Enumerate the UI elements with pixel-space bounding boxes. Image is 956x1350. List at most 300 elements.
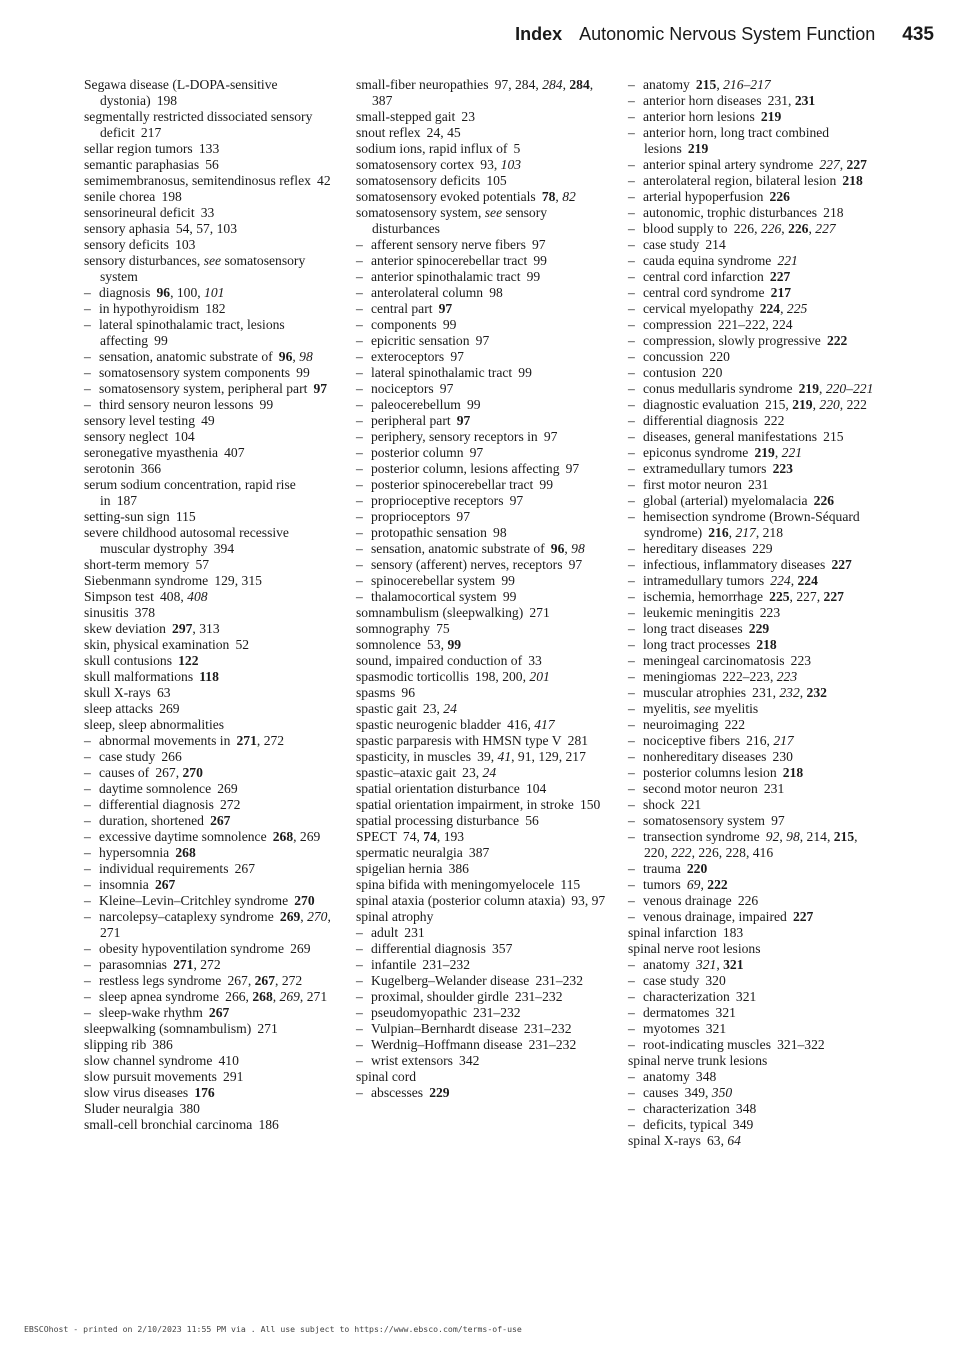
index-subentry	[84, 301, 336, 317]
index-subentry	[84, 941, 336, 957]
entry-term: small-stepped gait	[356, 109, 456, 124]
page-ref: 226	[788, 221, 809, 236]
index-subentry	[356, 477, 608, 493]
page-ref: 222–223	[722, 669, 770, 684]
index-entry: Simpson test 408, 408	[84, 589, 208, 604]
page-ref: 224	[770, 573, 791, 588]
page-ref: 98	[299, 349, 313, 364]
page-ref: 267	[234, 861, 255, 876]
page-ref: 215	[695, 77, 717, 92]
entry-term: posterior column	[371, 445, 464, 460]
index-subentry	[628, 989, 874, 1005]
page-ref: 54	[175, 221, 190, 236]
index-entry	[356, 813, 608, 829]
entry-term: lateral spinothalamic tract	[371, 365, 513, 380]
page-ref: 216–217	[723, 77, 771, 92]
page-ref: 380	[179, 1101, 200, 1116]
entry-term: posterior column, lesions affecting	[371, 461, 560, 476]
page-ref: 198	[475, 669, 496, 684]
index-subentry	[628, 1021, 874, 1037]
entry-term: sleepwalking (somnambulism)	[84, 1021, 252, 1036]
entry-term: pseudomyopathic	[371, 1005, 467, 1020]
index-entry	[84, 509, 336, 525]
page-ref: 122	[178, 653, 199, 668]
index-subentry	[84, 365, 336, 381]
entry-term: spinal atrophy	[356, 909, 434, 924]
entry-term: sensory level testing	[84, 413, 195, 428]
index-subentry	[628, 109, 874, 125]
page-ref: 417	[534, 717, 555, 732]
page-ref: 99	[539, 477, 553, 492]
index-entry: somatosensory cortex 93, 103	[356, 157, 522, 172]
index-entry: sensory aphasia 54, 57, 103	[84, 221, 237, 236]
page-ref: 24	[426, 125, 441, 140]
index-entry	[84, 429, 336, 445]
entry-term: leukemic meningitis	[643, 605, 754, 620]
index-entry: spasticity, in muscles 39, 41, 91, 129, 217	[356, 749, 586, 764]
page-ref: 348	[695, 1069, 717, 1084]
page-ref: 133	[198, 141, 220, 156]
index-subentry: – conus medullaris syndrome 219, 220–221	[628, 381, 874, 397]
page-ref: 23	[461, 109, 475, 124]
page-ref: 24	[443, 701, 457, 716]
index-subentry	[628, 269, 874, 285]
page-ref: 231	[794, 93, 816, 108]
index-entry	[84, 685, 336, 701]
entry-term: narcolepsy–cataplexy syndrome	[99, 909, 274, 924]
index-entry	[84, 173, 336, 189]
entry-term: infantile	[371, 957, 417, 972]
entry-term: excessive daytime somnolence	[99, 829, 267, 844]
index-subentry: – anterior spinal artery syndrome 227, 227	[628, 157, 874, 173]
page-ref: 268	[272, 829, 294, 844]
index-subentry	[356, 589, 608, 605]
index-subentry	[84, 861, 336, 877]
index-subentry	[356, 365, 608, 381]
page-ref: 266	[161, 749, 182, 764]
page-ref: 219	[792, 397, 813, 412]
entry-term: proprioceptors	[371, 509, 451, 524]
page-ref: 41	[497, 749, 512, 764]
index-entry	[356, 781, 608, 797]
entry-term: spastic parparesis with HMSN type V	[356, 733, 562, 748]
page-ref: 56	[205, 157, 219, 172]
entry-term: causes	[643, 1085, 679, 1100]
entry-term: venous drainage	[643, 893, 732, 908]
page-ref: 387	[468, 845, 490, 860]
page-ref: 269	[290, 941, 311, 956]
index-entry	[84, 1101, 336, 1117]
page-ref: 198	[156, 93, 178, 108]
entry-term: diseases, general manifestations	[643, 429, 818, 444]
entry-term: sensation, anatomic substrate of	[99, 349, 273, 364]
see-target: somatosensory system	[100, 253, 306, 284]
entry-term: anterolateral region, bilateral lesion	[643, 173, 837, 188]
page-ref: 215	[765, 397, 786, 412]
index-entry: SPECT 74, 74, 193	[356, 829, 465, 844]
entry-term: differential diagnosis	[371, 941, 486, 956]
page-ref: 230	[772, 749, 793, 764]
index-subentry	[84, 845, 336, 861]
entry-term: central cord syndrome	[643, 285, 765, 300]
entry-term: sleep apnea syndrome	[99, 989, 220, 1004]
index-subentry	[628, 973, 874, 989]
page-ref: 216	[746, 733, 767, 748]
page-ref: 321	[715, 1005, 736, 1020]
page-ref: 267	[155, 765, 176, 780]
page-ref: 231	[763, 781, 785, 796]
page-ref: 97	[456, 413, 471, 428]
entry-term: thalamocortical system	[371, 589, 497, 604]
entry-term: skin, physical examination	[84, 637, 230, 652]
entry-term: snout reflex	[356, 125, 421, 140]
page-ref: 214	[705, 237, 726, 252]
page-ref: 97	[509, 493, 524, 508]
index-column-3	[628, 77, 874, 1149]
entry-term: spinal cord	[356, 1069, 417, 1084]
entry-term: adult	[371, 925, 399, 940]
entry-term: diagnostic evaluation	[643, 397, 759, 412]
index-entry: somatosensory evoked potentials 78, 82	[356, 189, 576, 204]
page-ref: 98	[786, 829, 800, 844]
index-subentry: – tumors 69, 222	[628, 877, 874, 893]
entry-term: Siebenmann syndrome	[84, 573, 209, 588]
entry-term: arterial hypoperfusion	[643, 189, 764, 204]
page-ref: 271	[173, 957, 194, 972]
entry-term: slow channel syndrome	[84, 1053, 213, 1068]
index-subentry	[628, 637, 874, 653]
index-entry	[84, 445, 336, 461]
entry-term: epiconus syndrome	[643, 445, 749, 460]
index-column-1	[84, 77, 336, 1133]
entry-term: meningeal carcinomatosis	[643, 653, 785, 668]
page-ref: 284	[569, 77, 590, 92]
print-footer: EBSCOhost - printed on 2/10/2023 11:55 PM via . All use subject to https://www.ebsco.com/terms-of-use	[24, 1324, 522, 1334]
index-entry	[356, 797, 608, 813]
page-ref: 223	[790, 653, 812, 668]
page-ref: 97	[475, 333, 490, 348]
entry-term: transection syndrome	[643, 829, 760, 844]
index-subentry	[356, 413, 608, 429]
page-ref: 408	[187, 589, 208, 604]
entry-term: root-indicating muscles	[643, 1037, 771, 1052]
page-ref: 217	[773, 733, 794, 748]
page-ref: 231–232	[535, 973, 584, 988]
index-subentry	[628, 237, 874, 253]
index-entry	[84, 1037, 336, 1053]
page-ref: 271	[236, 733, 257, 748]
entry-term: sensory aphasia	[84, 221, 170, 236]
index-entry	[84, 109, 336, 141]
index-entry	[84, 653, 336, 669]
entry-term: second motor neuron	[643, 781, 758, 796]
page-ref: 52	[235, 637, 250, 652]
index-entry	[356, 685, 608, 701]
index-entry: spastic neurogenic bladder 416, 417	[356, 717, 555, 732]
page-ref: 99	[259, 397, 274, 412]
page-ref: 214	[806, 829, 827, 844]
entry-term: spinal nerve root lesions	[628, 941, 761, 956]
page-ref: 270	[294, 893, 315, 908]
entry-term: anterior spinothalamic tract	[371, 269, 521, 284]
index-entry	[84, 413, 336, 429]
entry-term: Werdnig–Hoffmann disease	[371, 1037, 523, 1052]
index-subentry	[356, 525, 608, 541]
page-ref: 227	[792, 909, 814, 924]
page-ref: 269	[279, 909, 301, 924]
entry-term: sinusitis	[84, 605, 129, 620]
entry-term: spinocerebellar system	[371, 573, 496, 588]
page-ref: 321–322	[777, 1037, 825, 1052]
index-entry	[84, 557, 336, 573]
index-entry	[84, 1069, 336, 1085]
entry-term: afferent sensory nerve fibers	[371, 237, 526, 252]
index-entry	[84, 669, 336, 685]
entry-term: spastic gait	[356, 701, 417, 716]
page-ref: 231	[767, 93, 789, 108]
page-ref: 224	[772, 317, 793, 332]
entry-term: paleocerebellum	[371, 397, 461, 412]
index-subentry	[628, 189, 874, 205]
index-subentry: – excessive daytime somnolence 268, 269	[84, 829, 336, 845]
entry-term: neuroimaging	[643, 717, 719, 732]
entry-term: somnambulism (sleepwalking)	[356, 605, 524, 620]
index-entry	[84, 205, 336, 221]
index-subentry	[356, 557, 608, 573]
index-entry	[84, 461, 336, 477]
entry-term: shock	[643, 797, 675, 812]
entry-term: wrist extensors	[371, 1053, 453, 1068]
entry-term: diagnosis	[99, 285, 151, 300]
index-entry	[628, 1053, 874, 1069]
entry-term: semimembranosus, semitendinosus reflex	[84, 173, 311, 188]
index-subentry	[356, 429, 608, 445]
page-ref: 267	[208, 1005, 230, 1020]
entry-term: central cord infarction	[643, 269, 764, 284]
entry-term: insomnia	[99, 877, 149, 892]
page-ref: 215	[833, 829, 855, 844]
index-subentry: – cervical myelopathy 224, 225	[628, 301, 874, 317]
index-subentry	[628, 701, 874, 717]
header-topic: Autonomic Nervous System Function	[579, 24, 876, 44]
page-ref: 176	[194, 1085, 215, 1100]
page-ref: 229	[748, 621, 770, 636]
index-subentry	[356, 397, 608, 413]
page-ref: 269	[217, 781, 238, 796]
entry-term: proximal, shoulder girdle	[371, 989, 509, 1004]
page-ref: 33	[528, 653, 542, 668]
entry-term: anterior spinal artery syndrome	[643, 157, 814, 172]
page-ref: 98	[493, 525, 507, 540]
page-ref: 321	[695, 957, 717, 972]
index-subentry	[356, 493, 608, 509]
entry-term: Vulpian–Bernhardt disease	[371, 1021, 518, 1036]
index-subentry	[356, 509, 608, 525]
page-ref: 268	[175, 845, 196, 860]
page-ref: 97	[531, 237, 546, 252]
page-ref: 57	[196, 221, 210, 236]
entry-term: small-fiber neuropathies	[356, 77, 489, 92]
index-subentry: – abnormal movements in 271, 272	[84, 733, 336, 749]
page-ref: 320	[705, 973, 726, 988]
entry-term: Kugelberg–Welander disease	[371, 973, 530, 988]
entry-term: somatosensory cortex	[356, 157, 475, 172]
index-entry	[356, 141, 608, 157]
entry-term: meningiomas	[643, 669, 717, 684]
index-subentry: – epiconus syndrome 219, 221	[628, 445, 874, 461]
entry-term: senile chorea	[84, 189, 156, 204]
entry-term: posterior spinocerebellar tract	[371, 477, 534, 492]
page-ref: 42	[317, 173, 331, 188]
index-subentry: – meningiomas 222–223, 223	[628, 669, 874, 685]
entry-term: compression	[643, 317, 712, 332]
index-subentry	[628, 429, 874, 445]
index-entry: snout reflex 24, 45	[356, 125, 461, 140]
index-entry	[84, 253, 336, 285]
entry-term: sensorineural deficit	[84, 205, 195, 220]
entry-term: abnormal movements in	[99, 733, 231, 748]
index-subentry	[84, 893, 336, 909]
entry-term: abscesses	[371, 1085, 424, 1100]
page-ref: 268	[252, 989, 273, 1004]
index-subentry	[628, 253, 874, 269]
page-ref: 97	[469, 445, 484, 460]
page-ref: 129	[538, 749, 559, 764]
entry-term: Sluder neuralgia	[84, 1101, 174, 1116]
page-ref: 357	[492, 941, 513, 956]
index-subentry	[356, 925, 608, 941]
page-ref: 219	[754, 445, 775, 460]
index-entry	[356, 877, 608, 893]
see-target: myelitis	[710, 701, 759, 716]
page-ref: 386	[448, 861, 469, 876]
index-subentry	[628, 461, 874, 477]
index-subentry: – anterior horn diseases 231, 231	[628, 93, 874, 109]
index-subentry	[356, 301, 608, 317]
index-entry: spinal X-rays 63, 64	[628, 1133, 741, 1148]
page-ref: 97	[543, 429, 558, 444]
index-subentry	[356, 317, 608, 333]
index-subentry	[84, 1005, 336, 1021]
entry-term: dermatomes	[643, 1005, 710, 1020]
page-ref: 226	[769, 189, 790, 204]
index-subentry: – sensation, anatomic substrate of 96, 98	[356, 541, 608, 557]
index-subentry	[84, 381, 336, 397]
page-ref: 49	[201, 413, 215, 428]
entry-term: myotomes	[643, 1021, 700, 1036]
page-ref: 100	[176, 285, 198, 300]
entry-term: somatosensory system, peripheral part	[99, 381, 308, 396]
page-ref: 78	[541, 189, 556, 204]
page-ref: 99	[526, 269, 541, 284]
page-ref: 98	[571, 541, 585, 556]
entry-term: setting-sun sign	[84, 509, 170, 524]
page-ref: 187	[116, 493, 138, 508]
entry-term: autonomic, trophic disturbances	[643, 205, 818, 220]
page-ref: 226	[698, 845, 719, 860]
entry-term: hypersomnia	[99, 845, 170, 860]
page-ref: 226	[760, 221, 782, 236]
page-ref: 218	[823, 205, 844, 220]
entry-term: small-cell bronchial carcinoma	[84, 1117, 253, 1132]
entry-term: sensory deficits	[84, 237, 169, 252]
index-subentry	[356, 1085, 608, 1101]
index-entry	[356, 845, 608, 861]
entry-term: skull X-rays	[84, 685, 151, 700]
entry-term: characterization	[643, 989, 730, 1004]
entry-term: SPECT	[356, 829, 397, 844]
see-reference: see	[693, 701, 711, 716]
entry-term: sodium ions, rapid influx of	[356, 141, 508, 156]
entry-term: anterior horn, long tract combined lesions	[643, 125, 830, 156]
entry-term: infectious, inflammatory diseases	[643, 557, 826, 572]
page-ref: 284	[515, 77, 536, 92]
entry-term: myelitis,	[643, 701, 694, 716]
index-subentry: – anatomy 215, 216–217	[628, 77, 874, 93]
page-ref: 407	[224, 445, 245, 460]
index-subentry: – diagnosis 96, 100, 101	[84, 285, 336, 301]
page-ref: 75	[436, 621, 450, 636]
entry-term: nonhereditary diseases	[643, 749, 767, 764]
entry-term: nociceptive fibers	[643, 733, 741, 748]
index-subentry	[356, 1037, 608, 1053]
page-ref: 272	[263, 733, 285, 748]
index-subentry	[628, 205, 874, 221]
entry-term: semantic paraphasias	[84, 157, 200, 172]
index-subentry	[628, 285, 874, 301]
index-subentry: – causes of 267, 270	[84, 765, 336, 781]
page-ref: 350	[711, 1085, 733, 1100]
entry-term: in hypothyroidism	[99, 301, 200, 316]
page-ref: 281	[567, 733, 589, 748]
index-entry	[84, 1117, 336, 1133]
index-entry	[356, 733, 608, 749]
page-ref: 97	[591, 893, 606, 908]
index-entry	[84, 1021, 336, 1037]
index-subentry: – narcolepsy–cataplexy syndrome 269, 270, 271	[84, 909, 336, 941]
index-entry	[356, 205, 608, 237]
entry-term: long tract processes	[643, 637, 751, 652]
page-ref: 291	[223, 1069, 244, 1084]
page-ref: 97	[456, 509, 470, 524]
page-ref: 99	[447, 637, 462, 652]
entry-term: spinal infarction	[628, 925, 717, 940]
page-ref: 267	[210, 813, 231, 828]
entry-term: anatomy	[643, 1069, 690, 1084]
page-ref: 183	[722, 925, 744, 940]
entry-term: daytime somnolence	[99, 781, 212, 796]
index-entry	[84, 189, 336, 205]
page-ref: 97	[438, 301, 453, 316]
index-subentry	[628, 813, 874, 829]
page-ref: 223	[776, 669, 798, 684]
page-ref: 227	[796, 589, 817, 604]
entry-term: somatosensory system	[643, 813, 765, 828]
page-ref: 226	[733, 221, 755, 236]
page-ref: 93	[480, 157, 494, 172]
entry-term: Segawa disease (L-DOPA-sensitive dystonia)	[84, 77, 278, 108]
page-ref: 99	[442, 317, 457, 332]
page-ref: 267	[154, 877, 176, 892]
index-subentry	[84, 797, 336, 813]
index-subentry	[356, 381, 608, 397]
index-entry	[356, 653, 608, 669]
index-entry	[84, 1085, 336, 1101]
index-subentry: – compression 221–222, 224	[628, 317, 874, 333]
page-ref: 231	[752, 685, 773, 700]
entry-term: slow pursuit movements	[84, 1069, 217, 1084]
entry-term: anatomy	[643, 957, 690, 972]
